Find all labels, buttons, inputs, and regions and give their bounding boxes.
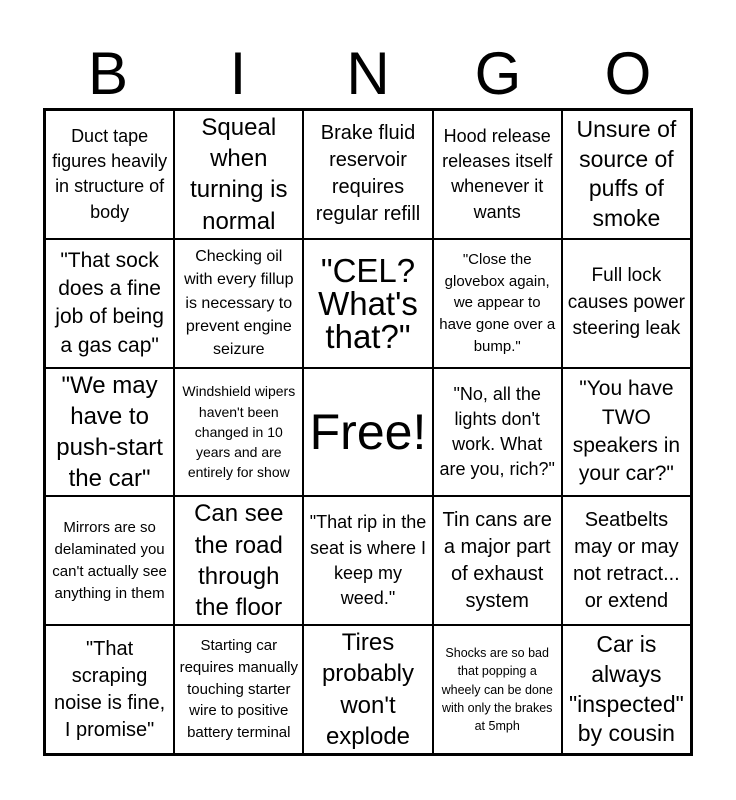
cell-text: "That rip in the seat is where I keep my weed." <box>309 512 427 608</box>
bingo-cell <box>303 496 432 625</box>
cell-text: Unsure of source of puffs of smoke <box>576 115 677 232</box>
cell-text: Tires probably won't explode <box>321 629 415 750</box>
cell-text: Shocks are so bad that popping a wheely can be done with only the brakes at 5mph <box>441 646 553 733</box>
bingo-cell <box>562 110 691 239</box>
header-letter-g: G <box>474 40 522 107</box>
cell-text: Checking oil with every fillup is necessary to prevent engine seizure <box>184 248 294 358</box>
header-letter-o: O <box>604 40 652 107</box>
bingo-cell <box>303 239 432 368</box>
bingo-cell <box>174 368 303 497</box>
bingo-cell <box>45 625 174 754</box>
cell-text: "You have TWO speakers in your car?" <box>572 377 681 486</box>
cell-text: Starting car requires manually touching starter wire to positive battery terminal <box>179 637 298 742</box>
bingo-cell <box>45 110 174 239</box>
bingo-cell <box>303 625 432 754</box>
bingo-cell <box>45 496 174 625</box>
header-letter-n: N <box>346 40 390 107</box>
bingo-cell <box>433 239 562 368</box>
cell-text: Hood release releases itself whenever it wants <box>442 126 553 222</box>
bingo-cell <box>562 496 691 625</box>
cell-text: Squeal when turning is normal <box>190 114 288 235</box>
cell-text: "CEL? What's that?" <box>318 251 418 355</box>
cell-text: Mirrors are so delaminated you can't actually see anything in them <box>52 519 167 602</box>
bingo-grid <box>43 108 693 756</box>
bingo-cell <box>433 625 562 754</box>
cell-text: Windshield wipers haven't been changed in 10 years and are entirely for show <box>182 383 296 481</box>
cell-text: Free! <box>309 403 427 460</box>
cell-text: Seatbelts may or may not retract... or extend <box>573 508 680 612</box>
cell-text: Tin cans are a major part of exhaust system <box>442 508 552 612</box>
bingo-cell <box>45 368 174 497</box>
bingo-cell <box>562 625 691 754</box>
cell-text: Brake fluid reservoir requires regular refill <box>315 122 421 226</box>
cell-text: "We may have to push-start the car" <box>56 371 163 493</box>
bingo-header <box>43 40 693 108</box>
cell-text: Car is always "inspected" by cousin <box>568 630 684 747</box>
cell-text: "That sock does a fine job of being a gas cap" <box>55 248 164 357</box>
cell-text: "Close the glovebox again, we appear to have gone over a bump." <box>439 250 556 355</box>
bingo-cell <box>562 368 691 497</box>
bingo-cell <box>562 239 691 368</box>
bingo-cell <box>433 496 562 625</box>
header-letter-b: B <box>87 40 129 107</box>
cell-text: Duct tape figures heavily in structure of body <box>52 126 168 222</box>
bingo-cell <box>174 496 303 625</box>
bingo-cell <box>174 239 303 368</box>
bingo-cell <box>174 110 303 239</box>
cell-text: "That scraping noise is fine, I promise" <box>54 637 166 741</box>
bingo-cell <box>303 110 432 239</box>
header-letter-i: I <box>229 40 247 107</box>
cell-text: Full lock causes power steering leak <box>567 265 685 340</box>
bingo-cell <box>433 110 562 239</box>
bingo-cell <box>174 625 303 754</box>
free-space <box>303 368 432 497</box>
cell-text: Can see the road through the floor <box>194 500 284 621</box>
cell-text: "No, all the lights don't work. What are you, rich?" <box>439 383 555 480</box>
bingo-cell <box>45 239 174 368</box>
bingo-cell <box>433 368 562 497</box>
